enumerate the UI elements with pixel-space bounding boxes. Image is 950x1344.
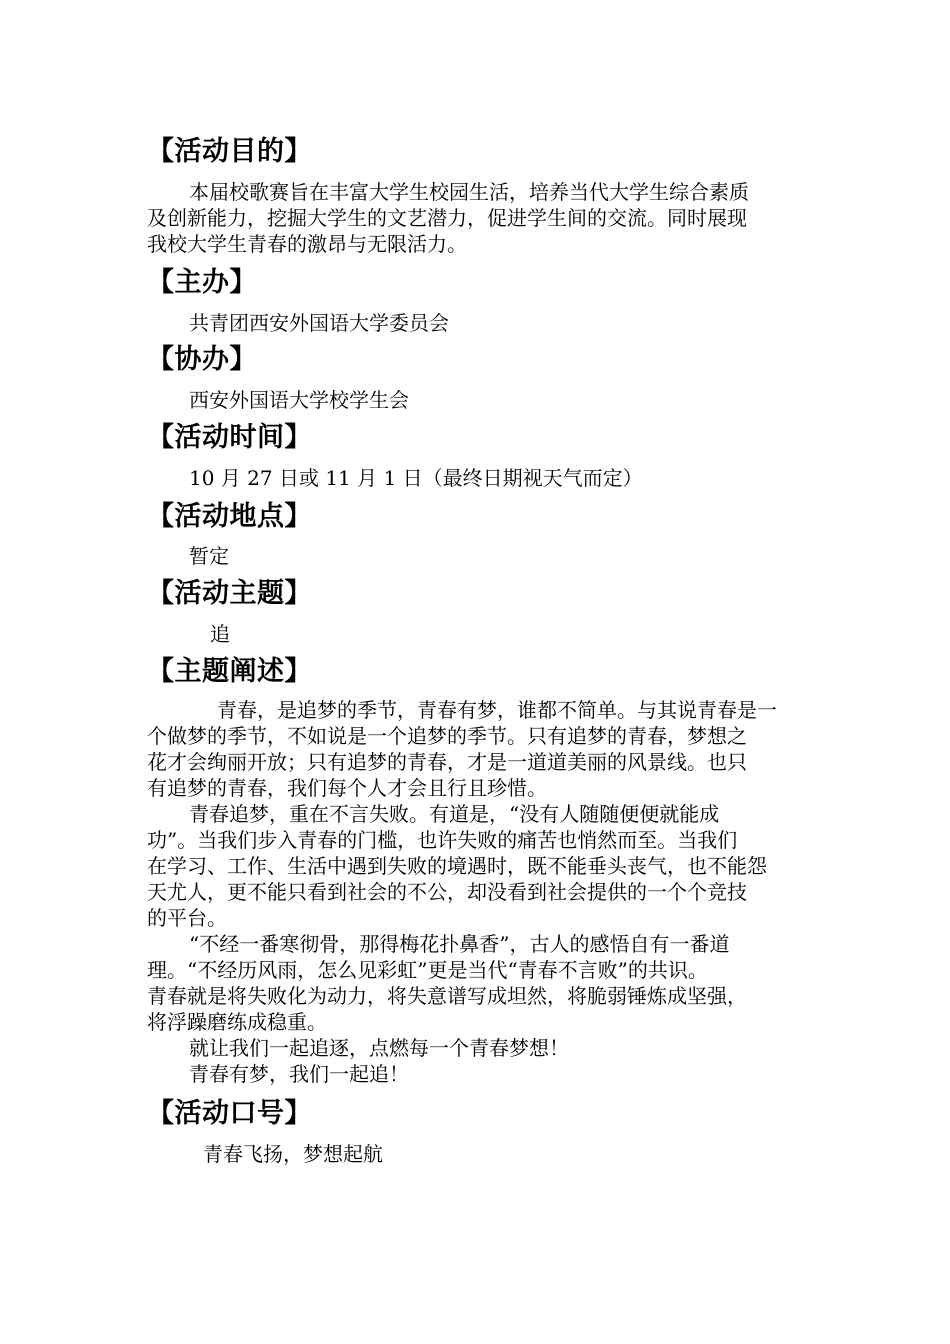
heading-host: 【主办】 bbox=[147, 267, 257, 298]
theme-desc-line: 就让我们一起追逐，点燃每一个青春梦想！ bbox=[189, 1036, 569, 1060]
theme-desc-line: 青春，是追梦的季节，青春有梦，谁都不简单。与其说青春是一 bbox=[217, 698, 777, 722]
heading-cohost: 【协办】 bbox=[147, 344, 257, 375]
slogan-text: 青春飞扬，梦想起航 bbox=[203, 1142, 383, 1166]
theme-desc-line: “不经一番寒彻骨，那得梅花扑鼻香”，古人的感悟自有一番道 bbox=[189, 932, 730, 956]
theme-desc-line: 花才会绚丽开放；只有追梦的青春，才是一道道美丽的风景线。也只 bbox=[147, 750, 747, 774]
theme-desc-line: 青春就是将失败化为动力，将失意谱写成坦然，将脆弱锤炼成坚强， bbox=[147, 984, 747, 1008]
theme-desc-line: 功”。当我们步入青春的门槛，也许失败的痛苦也悄然而至。当我们 bbox=[147, 828, 738, 852]
purpose-line: 我校大学生青春的激昂与无限活力。 bbox=[147, 232, 467, 256]
theme-desc-line: 的平台。 bbox=[147, 906, 227, 930]
theme-desc-line: 理。“不经历风雨，怎么见彩虹”更是当代“青春不言败”的共识。 bbox=[147, 958, 708, 982]
heading-theme: 【活动主题】 bbox=[147, 578, 312, 609]
theme-desc-line: 将浮躁磨练成稳重。 bbox=[147, 1010, 327, 1034]
theme-desc-line: 天尤人，更不能只看到社会的不公，却没看到社会提供的一个个竞技 bbox=[147, 880, 747, 904]
theme-desc-line: 有追梦的青春，我们每个人才会且行且珍惜。 bbox=[147, 776, 547, 800]
heading-purpose: 【活动目的】 bbox=[147, 136, 312, 167]
theme-desc-line: 个做梦的季节，不如说是一个追梦的季节。只有追梦的青春，梦想之 bbox=[147, 724, 747, 748]
theme-desc-body bbox=[147, 697, 809, 1087]
theme-text: 追 bbox=[210, 622, 230, 646]
theme-desc-line: 青春有梦，我们一起追！ bbox=[189, 1062, 409, 1086]
heading-slogan: 【活动口号】 bbox=[147, 1098, 312, 1129]
heading-location: 【活动地点】 bbox=[147, 501, 312, 532]
purpose-line: 本届校歌赛旨在丰富大学生校园生活，培养当代大学生综合素质 bbox=[189, 180, 749, 204]
theme-desc-line: 青春追梦，重在不言失败。有道是，“没有人随随便便就能成 bbox=[189, 802, 720, 826]
heading-time: 【活动时间】 bbox=[147, 422, 312, 453]
purpose-line: 及创新能力，挖掘大学生的文艺潜力，促进学生间的交流。同时展现 bbox=[147, 206, 747, 230]
theme-desc-line: 在学习、工作、生活中遇到失败的境遇时，既不能垂头丧气，也不能怨 bbox=[147, 854, 767, 878]
purpose-paragraph bbox=[147, 179, 809, 257]
location-text: 暂定 bbox=[189, 544, 229, 568]
host-text: 共青团西安外国语大学委员会 bbox=[189, 311, 449, 335]
heading-theme-desc: 【主题阐述】 bbox=[147, 656, 312, 687]
cohost-text: 西安外国语大学校学生会 bbox=[189, 388, 409, 412]
time-text: 10 月 27 日或 11 月 1 日（最终日期视天气而定） bbox=[189, 466, 643, 490]
